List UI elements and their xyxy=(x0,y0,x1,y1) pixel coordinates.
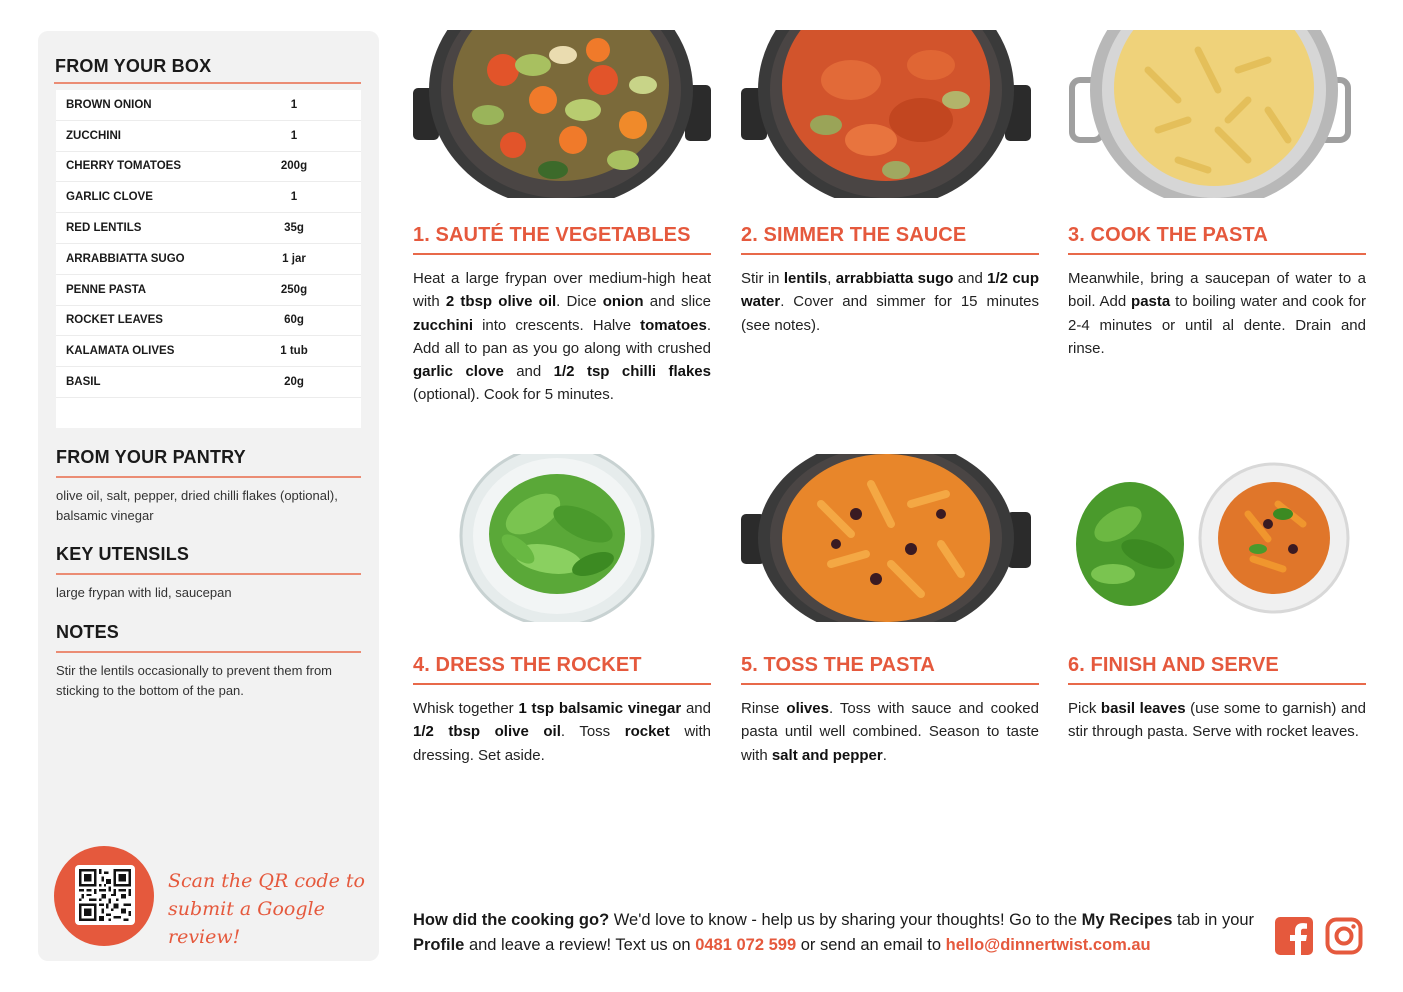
text-fragment: Meanwhile, bring a saucepan of water to a boil. Add xyxy=(1068,270,1366,311)
pantry-divider xyxy=(56,476,361,478)
footer-bold-text: How did the cooking go? xyxy=(413,911,610,929)
step-2-photo xyxy=(741,30,1039,198)
frypan-vegetables-image xyxy=(413,30,711,198)
table-row xyxy=(56,152,361,183)
step-3 xyxy=(1068,30,1366,357)
text-fragment: and xyxy=(681,700,711,717)
box-title-divider xyxy=(54,82,361,84)
step-5-photo xyxy=(741,454,1039,622)
ingredient-qty: 250g xyxy=(280,283,308,296)
text-fragment: (optional). Cook for 5 minutes. xyxy=(413,386,614,404)
text-fragment: Pick xyxy=(1068,700,1101,717)
bold-ingredient: basil leaves xyxy=(1100,700,1186,717)
pantry-text: olive oil, salt, pepper, dried chilli flakes (optional), balsamic vinegar xyxy=(56,488,338,523)
ingredient-qty: 60g xyxy=(284,314,304,327)
footer-message xyxy=(413,908,1273,958)
table-row xyxy=(56,213,361,244)
notes-section xyxy=(56,622,361,701)
text-fragment: Stir in xyxy=(741,270,784,287)
phone-link[interactable]: 0481 072 599 xyxy=(695,936,797,954)
ingredient-name: CHERRY TOMATOES xyxy=(66,160,182,173)
instagram-icon[interactable] xyxy=(1325,917,1363,955)
from-your-box-title: FROM YOUR BOX xyxy=(55,56,212,76)
step-2 xyxy=(741,30,1039,334)
text-fragment: . Cover and simmer for 15 minutes (see notes). xyxy=(741,293,1039,334)
email-link[interactable]: hello@dinnertwist.com.au xyxy=(945,936,1151,954)
bold-ingredient: olives xyxy=(786,700,829,717)
ingredient-qty: 1 tub xyxy=(280,345,308,358)
step-3-photo xyxy=(1068,30,1366,198)
pantry-section xyxy=(56,447,361,526)
text-fragment: to boiling water and cook for 2-4 minutes or until al dente. Drain and rinse. xyxy=(1068,293,1366,357)
footer-text-fragment: and leave a review! Text us on xyxy=(464,936,696,954)
bold-ingredient: salt and pepper xyxy=(771,746,883,764)
ingredient-name: KALAMATA OLIVES xyxy=(66,345,175,358)
ingredient-name: PENNE PASTA xyxy=(66,283,147,296)
bold-ingredient: rocket xyxy=(624,723,670,741)
ingredient-name: BROWN ONION xyxy=(66,98,152,111)
tossed-pasta-image xyxy=(741,454,1039,622)
step-4-divider xyxy=(413,683,711,685)
rocket-bowl-image xyxy=(413,454,711,622)
footer-bold-text: My Recipes xyxy=(1081,911,1173,929)
bold-ingredient: 1/2 cup water xyxy=(741,270,1039,311)
text-fragment: . Add all to pan as you go along with crushed xyxy=(413,316,711,357)
bold-ingredient: onion xyxy=(602,293,644,311)
step-1-text xyxy=(413,267,711,407)
step-1 xyxy=(413,30,711,404)
qr-code[interactable] xyxy=(75,865,135,925)
qr-code-icon xyxy=(79,869,131,921)
footer-text-fragment: or send an email to xyxy=(796,936,946,954)
text-fragment: . Toss with sauce and cooked pasta until well combined. Season to taste with xyxy=(741,700,1039,764)
table-row xyxy=(56,121,361,152)
notes-divider xyxy=(56,651,361,653)
ingredients-table xyxy=(56,90,361,428)
text-fragment: Heat a large frypan over medium-high heat with xyxy=(413,270,711,311)
footer-text-fragment: tab in your xyxy=(1172,911,1255,929)
ingredient-qty: 1 xyxy=(290,98,298,111)
bold-ingredient: tomatoes xyxy=(640,316,707,334)
step-5-divider xyxy=(741,683,1039,685)
pantry-title: FROM YOUR PANTRY xyxy=(56,447,246,467)
bold-ingredient: 2 tbsp olive oil xyxy=(445,293,557,311)
facebook-icon[interactable] xyxy=(1275,917,1313,955)
step-6-divider xyxy=(1068,683,1366,685)
utensils-text: large frypan with lid, saucepan xyxy=(56,585,232,600)
step-1-photo xyxy=(413,30,711,198)
table-row xyxy=(56,367,361,398)
step-4-photo xyxy=(413,454,711,622)
qr-caption: Scan the QR code to submit a Google review! xyxy=(168,870,365,948)
text-fragment: . Toss xyxy=(560,723,625,741)
text-fragment: . xyxy=(882,746,887,764)
sidebar xyxy=(38,31,379,961)
text-fragment: and slice xyxy=(643,293,711,311)
qr-code-badge[interactable] xyxy=(54,846,154,946)
bold-ingredient: 1/2 tsp chilli flakes xyxy=(553,363,711,381)
ingredient-qty: 200g xyxy=(280,160,308,173)
step-6-title: 6. FINISH AND SERVE xyxy=(1068,654,1279,676)
text-fragment: Rinse xyxy=(741,700,787,717)
table-row xyxy=(56,306,361,337)
simmering-sauce-image xyxy=(741,30,1039,198)
bold-ingredient: garlic clove xyxy=(413,363,504,381)
step-3-title: 3. COOK THE PASTA xyxy=(1068,224,1268,246)
bold-ingredient: lentils xyxy=(783,270,828,287)
notes-text: Stir the lentils occasionally to prevent them from sticking to the bottom of the pan. xyxy=(56,663,333,698)
text-fragment: with dressing. Set aside. xyxy=(413,723,711,764)
text-fragment: into crescents. Halve xyxy=(473,316,641,334)
ingredient-qty: 1 xyxy=(290,191,298,204)
step-1-title: 1. SAUTÉ THE VEGETABLES xyxy=(413,224,691,246)
utensils-divider xyxy=(56,573,361,575)
step-4-title: 4. DRESS THE ROCKET xyxy=(413,654,642,676)
bold-ingredient: arrabbiatta sugo xyxy=(835,270,954,287)
bold-ingredient: 1/2 tbsp olive oil xyxy=(413,723,561,741)
table-row xyxy=(56,182,361,213)
ingredient-name: ROCKET LEAVES xyxy=(66,314,163,327)
text-fragment: , xyxy=(827,270,836,287)
table-row xyxy=(56,275,361,306)
table-row xyxy=(56,244,361,275)
text-fragment: and xyxy=(953,270,988,287)
served-pasta-image xyxy=(1068,454,1366,622)
table-row xyxy=(56,336,361,367)
step-2-text xyxy=(741,267,1039,337)
text-fragment: . Dice xyxy=(556,293,603,311)
text-fragment: (use some to garnish) and stir through pasta. Serve with rocket leaves. xyxy=(1068,700,1366,741)
utensils-section xyxy=(56,544,361,603)
bold-ingredient: 1 tsp balsamic vinegar xyxy=(518,700,682,717)
ingredient-name: BASIL xyxy=(66,376,101,389)
step-6 xyxy=(1068,454,1366,741)
step-5-title: 5. TOSS THE PASTA xyxy=(741,654,935,676)
ingredient-name: ZUCCHINI xyxy=(66,129,121,142)
step-4-text xyxy=(413,697,711,767)
step-2-divider xyxy=(741,253,1039,255)
step-5 xyxy=(741,454,1039,764)
footer-text-fragment: We'd love to know - help us by sharing your thoughts! Go to the xyxy=(609,911,1082,929)
bold-ingredient: zucchini xyxy=(413,316,474,334)
ingredient-qty: 20g xyxy=(284,376,304,389)
step-4 xyxy=(413,454,711,764)
utensils-title: KEY UTENSILS xyxy=(56,544,190,564)
ingredient-qty: 1 xyxy=(290,129,298,142)
table-row xyxy=(56,90,361,121)
ingredient-name: RED LENTILS xyxy=(66,222,142,235)
step-2-title: 2. SIMMER THE SAUCE xyxy=(741,224,967,246)
text-fragment: and xyxy=(503,363,554,381)
step-6-photo xyxy=(1068,454,1366,622)
step-5-text xyxy=(741,697,1039,767)
step-1-divider xyxy=(413,253,711,255)
step-3-text xyxy=(1068,267,1366,360)
step-3-divider xyxy=(1068,253,1366,255)
ingredient-name: GARLIC CLOVE xyxy=(66,191,153,204)
colander-pasta-image xyxy=(1068,30,1366,198)
ingredient-name: ARRABBIATTA SUGO xyxy=(66,252,185,265)
step-6-text xyxy=(1068,697,1366,744)
footer-bold-text: Profile xyxy=(413,936,465,954)
ingredient-qty: 1 jar xyxy=(282,252,306,265)
text-fragment: Whisk together xyxy=(413,700,519,717)
bold-ingredient: pasta xyxy=(1131,293,1171,311)
ingredient-qty: 35g xyxy=(284,222,304,235)
notes-title: NOTES xyxy=(56,622,120,642)
